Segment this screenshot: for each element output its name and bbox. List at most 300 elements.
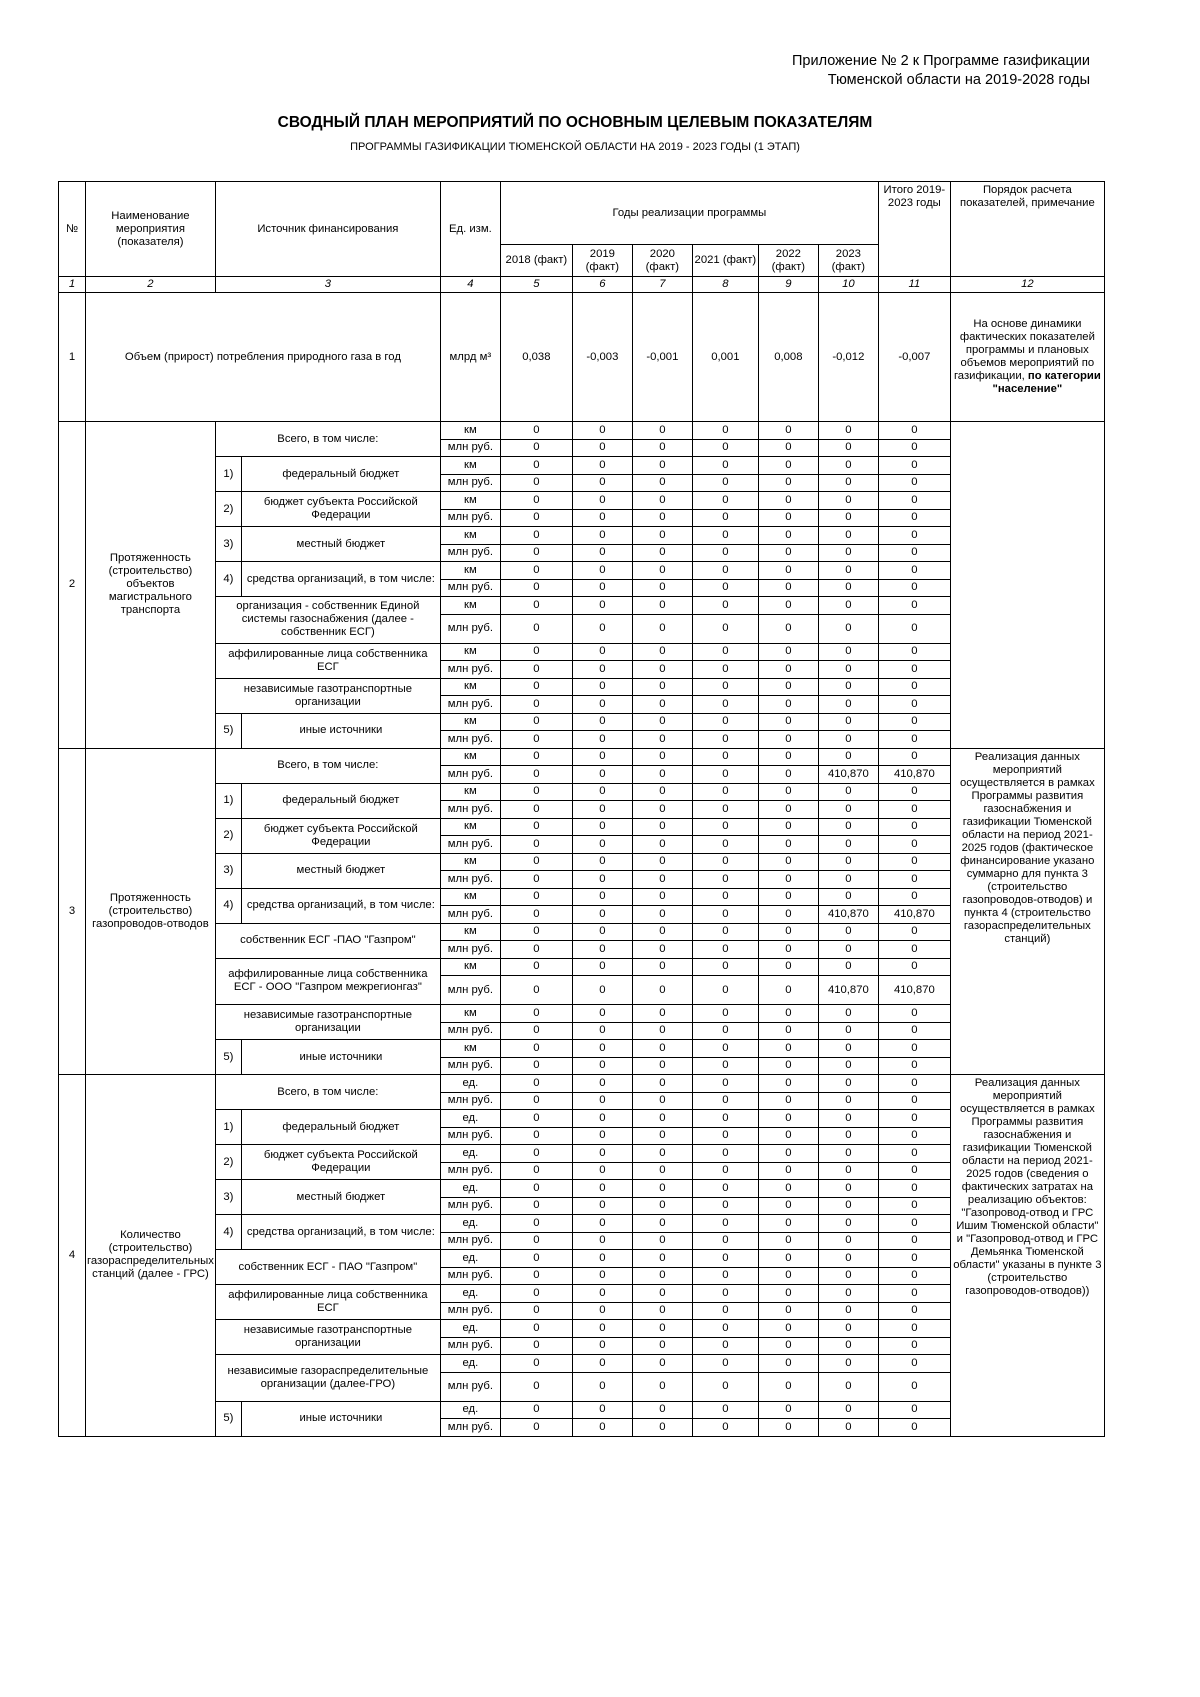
value-cell: 0 xyxy=(572,1057,632,1075)
value-cell: 0 xyxy=(758,457,818,475)
total-cell: 0 xyxy=(878,818,950,836)
total-cell: 0 xyxy=(878,527,950,545)
value-cell: 0 xyxy=(632,661,692,679)
funding-source: независимые газотранспортные организации xyxy=(215,1320,440,1355)
unit-cell: км xyxy=(440,457,500,475)
value-cell: 0 xyxy=(500,1197,572,1215)
value-cell: 0 xyxy=(632,1005,692,1023)
total-cell: 0 xyxy=(878,1215,950,1233)
value-cell: 0 xyxy=(758,1180,818,1198)
value-cell: 0 xyxy=(818,958,878,976)
value-cell: 0 xyxy=(500,614,572,643)
total-cell: 0 xyxy=(878,713,950,731)
unit-cell: млн руб. xyxy=(440,1372,500,1401)
total-cell: 0 xyxy=(878,1401,950,1419)
value-cell: 0 xyxy=(818,1232,878,1250)
value-cell: 0 xyxy=(500,1232,572,1250)
value-cell: 0 xyxy=(758,1232,818,1250)
value-cell: 0 xyxy=(632,1162,692,1180)
value-cell: 0 xyxy=(758,439,818,457)
total-cell: 0 xyxy=(878,1267,950,1285)
value-cell: 0 xyxy=(632,1302,692,1320)
value-cell: 0 xyxy=(572,474,632,492)
value-cell: 0 xyxy=(692,766,758,784)
section-1-unit: млрд м³ xyxy=(440,293,500,422)
section-2-data-row xyxy=(59,713,1105,731)
value-cell: 0 xyxy=(692,474,758,492)
value-cell: 0 xyxy=(500,766,572,784)
total-cell: 0 xyxy=(878,923,950,941)
value-cell: 0 xyxy=(500,871,572,889)
value-cell: 0 xyxy=(572,579,632,597)
value-cell: 0 xyxy=(692,1145,758,1163)
total-cell: 0 xyxy=(878,1372,950,1401)
total-cell: 0 xyxy=(878,836,950,854)
value-cell: 0 xyxy=(758,766,818,784)
unit-cell: км xyxy=(440,562,500,580)
unit-cell: млн руб. xyxy=(440,1022,500,1040)
value-cell: 0 xyxy=(632,696,692,714)
value-cell: 0 xyxy=(818,801,878,819)
value-cell: 0 xyxy=(572,1302,632,1320)
value-cell: 0 xyxy=(632,713,692,731)
total-cell: 0 xyxy=(878,1232,950,1250)
unit-cell: км xyxy=(440,643,500,661)
value-cell: 0 xyxy=(500,923,572,941)
section-2-data-row xyxy=(59,643,1105,661)
unit-cell: ед. xyxy=(440,1215,500,1233)
unit-cell: млн руб. xyxy=(440,474,500,492)
value-cell: 0 xyxy=(632,1232,692,1250)
value-cell: 0 xyxy=(572,1127,632,1145)
section-4-data-row xyxy=(59,1215,1105,1233)
value-cell: 0 xyxy=(692,696,758,714)
source-index: 4) xyxy=(215,562,241,597)
value-cell: 0 xyxy=(692,836,758,854)
unit-cell: ед. xyxy=(440,1355,500,1373)
total-cell: 0 xyxy=(878,439,950,457)
unit-cell: км xyxy=(440,527,500,545)
unit-cell: км xyxy=(440,1005,500,1023)
unit-cell: ед. xyxy=(440,1145,500,1163)
funding-source: Всего, в том числе: xyxy=(215,748,440,783)
value-cell: 0 xyxy=(692,579,758,597)
unit-cell: млн руб. xyxy=(440,439,500,457)
unit-cell: ед. xyxy=(440,1180,500,1198)
value-cell: 0 xyxy=(758,1355,818,1373)
colnum: 5 xyxy=(500,277,572,293)
value-cell: 0 xyxy=(818,509,878,527)
section-2-data-row xyxy=(59,422,1105,440)
section-2-data-row xyxy=(59,562,1105,580)
value-cell: 0 xyxy=(758,783,818,801)
value-cell: 0 xyxy=(758,562,818,580)
value-cell: 0 xyxy=(758,1197,818,1215)
value-cell: 0 xyxy=(818,1197,878,1215)
value-cell: 0 xyxy=(692,1250,758,1268)
section-1-row xyxy=(59,293,1105,422)
section-4-data-row xyxy=(59,1110,1105,1128)
value-cell: 0 xyxy=(572,1092,632,1110)
total-cell: 0 xyxy=(878,562,950,580)
unit-cell: ед. xyxy=(440,1250,500,1268)
value-cell: 0 xyxy=(500,492,572,510)
header-unit: Ед. изм. xyxy=(440,182,500,277)
unit-cell: млн руб. xyxy=(440,1057,500,1075)
value-cell: 0 xyxy=(500,1057,572,1075)
value-cell: 0 xyxy=(500,1285,572,1303)
value-cell: 0 xyxy=(818,1372,878,1401)
value-cell: 0 xyxy=(632,801,692,819)
value-cell: 0 xyxy=(632,766,692,784)
value-cell: 0 xyxy=(758,661,818,679)
total-cell: 410,870 xyxy=(878,976,950,1005)
colnum: 6 xyxy=(572,277,632,293)
value-cell: 0 xyxy=(632,1250,692,1268)
value-cell: 0 xyxy=(632,579,692,597)
funding-source: иные источники xyxy=(241,713,440,748)
header-note: Порядок расчета показателей, примечание xyxy=(950,182,1104,277)
value-cell: 0 xyxy=(572,783,632,801)
value-cell: 0 xyxy=(572,614,632,643)
value-cell: 0 xyxy=(500,1005,572,1023)
value-cell: 0 xyxy=(692,958,758,976)
value-cell: 0 xyxy=(758,1320,818,1338)
section-1-value: -0,012 xyxy=(818,293,878,422)
section-2-num: 2 xyxy=(59,422,86,749)
value-cell: 0 xyxy=(692,1320,758,1338)
total-cell: 0 xyxy=(878,1022,950,1040)
value-cell: 0 xyxy=(500,818,572,836)
funding-source: средства организаций, в том числе: xyxy=(241,562,440,597)
value-cell: 410,870 xyxy=(818,766,878,784)
section-3-data-row xyxy=(59,783,1105,801)
funding-source: местный бюджет xyxy=(241,853,440,888)
value-cell: 0 xyxy=(758,888,818,906)
unit-cell: км xyxy=(440,597,500,615)
value-cell: 0 xyxy=(818,678,878,696)
value-cell: 0 xyxy=(758,958,818,976)
value-cell: 0 xyxy=(818,579,878,597)
value-cell: 0 xyxy=(572,492,632,510)
total-cell: 0 xyxy=(878,678,950,696)
value-cell: 0 xyxy=(818,1401,878,1419)
value-cell: 0 xyxy=(632,1419,692,1437)
value-cell: 0 xyxy=(500,976,572,1005)
value-cell: 0 xyxy=(818,731,878,749)
unit-cell: ед. xyxy=(440,1285,500,1303)
section-3-num: 3 xyxy=(59,748,86,1075)
page-title: СВОДНЫЙ ПЛАН МЕРОПРИЯТИЙ ПО ОСНОВНЫМ ЦЕЛЕВЫМ ПОКАЗАТЕЛЯМ xyxy=(277,114,873,131)
total-cell: 0 xyxy=(878,492,950,510)
source-index: 2) xyxy=(215,818,241,853)
value-cell: 0 xyxy=(500,678,572,696)
value-cell: 0 xyxy=(572,562,632,580)
value-cell: 0 xyxy=(500,906,572,924)
unit-cell: млн руб. xyxy=(440,1337,500,1355)
value-cell: 0 xyxy=(692,853,758,871)
section-3-data-row xyxy=(59,1005,1105,1023)
section-3-data-row xyxy=(59,958,1105,976)
appendix-note xyxy=(792,52,1090,90)
value-cell: 0 xyxy=(500,1401,572,1419)
colnum: 4 xyxy=(440,277,500,293)
value-cell: 0 xyxy=(500,509,572,527)
total-cell: 0 xyxy=(878,1040,950,1058)
unit-cell: км xyxy=(440,853,500,871)
value-cell: 0 xyxy=(818,871,878,889)
unit-cell: км xyxy=(440,678,500,696)
value-cell: 0 xyxy=(692,1302,758,1320)
value-cell: 0 xyxy=(692,1337,758,1355)
value-cell: 0 xyxy=(632,888,692,906)
value-cell: 0 xyxy=(692,509,758,527)
value-cell: 0 xyxy=(500,1040,572,1058)
value-cell: 0 xyxy=(758,923,818,941)
funding-source: иные источники xyxy=(241,1040,440,1075)
value-cell: 0 xyxy=(818,1057,878,1075)
value-cell: 0 xyxy=(500,1110,572,1128)
value-cell: 0 xyxy=(632,783,692,801)
value-cell: 0 xyxy=(632,509,692,527)
value-cell: 0 xyxy=(572,976,632,1005)
value-cell: 0 xyxy=(500,941,572,959)
section-1-num: 1 xyxy=(59,293,86,422)
value-cell: 0 xyxy=(818,1419,878,1437)
value-cell: 0 xyxy=(818,836,878,854)
value-cell: 0 xyxy=(632,1145,692,1163)
unit-cell: км xyxy=(440,783,500,801)
funding-source: иные источники xyxy=(241,1401,440,1436)
value-cell: 0 xyxy=(818,544,878,562)
value-cell: 0 xyxy=(692,457,758,475)
column-numbers-row xyxy=(59,277,1105,293)
section-1-value: 0,001 xyxy=(692,293,758,422)
unit-cell: млн руб. xyxy=(440,1419,500,1437)
total-cell: 0 xyxy=(878,614,950,643)
value-cell: 0 xyxy=(818,1110,878,1128)
total-cell: 0 xyxy=(878,1005,950,1023)
section-4-data-row xyxy=(59,1401,1105,1419)
source-index: 1) xyxy=(215,783,241,818)
value-cell: 0 xyxy=(692,562,758,580)
value-cell: 0 xyxy=(572,1022,632,1040)
value-cell: 0 xyxy=(692,888,758,906)
value-cell: 0 xyxy=(758,509,818,527)
total-cell: 0 xyxy=(878,696,950,714)
value-cell: 0 xyxy=(500,1162,572,1180)
total-cell: 0 xyxy=(878,597,950,615)
value-cell: 0 xyxy=(758,544,818,562)
value-cell: 0 xyxy=(818,818,878,836)
value-cell: 0 xyxy=(818,643,878,661)
value-cell: 0 xyxy=(632,1372,692,1401)
value-cell: 0 xyxy=(572,1162,632,1180)
value-cell: 0 xyxy=(500,1302,572,1320)
value-cell: 0 xyxy=(632,958,692,976)
value-cell: 0 xyxy=(818,614,878,643)
funding-source: средства организаций, в том числе: xyxy=(241,1215,440,1250)
value-cell: 0 xyxy=(692,1092,758,1110)
section-4-note: Реализация данных мероприятий осуществляется в рамках Программы развития газоснабжения и газификации Тюменской области на период 2021-2025 годов (сведения о фактических затратах на реализацию объектов: "Газопровод-отвод и ГРС Ишим Тюменской области" и "Газопровод-отвод и ГРС Демьянка Тюменской области" указаны в пункте 3 (строительство газопроводов-отводов)) xyxy=(950,1075,1104,1437)
value-cell: 0 xyxy=(632,614,692,643)
value-cell: 0 xyxy=(758,614,818,643)
value-cell: 0 xyxy=(758,731,818,749)
value-cell: 0 xyxy=(818,888,878,906)
colnum: 8 xyxy=(692,277,758,293)
funding-source: собственник ЕСГ - ПАО "Газпром" xyxy=(215,1250,440,1285)
unit-cell: млн руб. xyxy=(440,836,500,854)
value-cell: 0 xyxy=(500,696,572,714)
value-cell: 0 xyxy=(572,527,632,545)
funding-source: собственник ЕСГ -ПАО "Газпром" xyxy=(215,923,440,958)
unit-cell: млн руб. xyxy=(440,614,500,643)
total-cell: 0 xyxy=(878,1250,950,1268)
value-cell: 0 xyxy=(818,713,878,731)
value-cell: 0 xyxy=(632,597,692,615)
value-cell: 0 xyxy=(758,1401,818,1419)
unit-cell: млн руб. xyxy=(440,906,500,924)
value-cell: 0 xyxy=(572,871,632,889)
value-cell: 0 xyxy=(572,853,632,871)
header-year-2018: 2018 (факт) xyxy=(500,245,572,277)
unit-cell: км xyxy=(440,422,500,440)
value-cell: 0 xyxy=(500,1355,572,1373)
section-1-note-bold: по категории "население" xyxy=(992,370,1101,395)
funding-source: средства организаций, в том числе: xyxy=(241,888,440,923)
value-cell: 0 xyxy=(632,1267,692,1285)
value-cell: 0 xyxy=(500,1267,572,1285)
value-cell: 0 xyxy=(632,871,692,889)
value-cell: 0 xyxy=(500,836,572,854)
unit-cell: млн руб. xyxy=(440,696,500,714)
section-4-data-row xyxy=(59,1320,1105,1338)
value-cell: 0 xyxy=(818,1337,878,1355)
section-2-data-row xyxy=(59,597,1105,615)
source-index: 1) xyxy=(215,457,241,492)
value-cell: 0 xyxy=(818,1040,878,1058)
value-cell: 0 xyxy=(818,527,878,545)
section-4-data-row xyxy=(59,1285,1105,1303)
value-cell: 0 xyxy=(692,1075,758,1093)
value-cell: 0 xyxy=(572,439,632,457)
value-cell: 0 xyxy=(500,661,572,679)
value-cell: 0 xyxy=(572,597,632,615)
value-cell: 0 xyxy=(818,1145,878,1163)
unit-cell: ед. xyxy=(440,1401,500,1419)
funding-source: бюджет субъекта Российской Федерации xyxy=(241,492,440,527)
value-cell: 0 xyxy=(500,1320,572,1338)
value-cell: 0 xyxy=(758,579,818,597)
value-cell: 0 xyxy=(632,422,692,440)
header-year-2023: 2023 (факт) xyxy=(818,245,878,277)
total-cell: 0 xyxy=(878,1197,950,1215)
section-3-note: Реализация данных мероприятий осуществляется в рамках Программы развития газоснабжения и газификации Тюменской области на период 2021-2025 годов (фактическое финансирование указано суммарно для пункта 3 (строительство газопроводов-отводов) и пункта 4 (строительство газораспределительных станций) xyxy=(950,748,1104,1075)
colnum: 12 xyxy=(950,277,1104,293)
value-cell: 0 xyxy=(758,422,818,440)
header-num: № xyxy=(59,182,86,277)
total-cell: 0 xyxy=(878,783,950,801)
value-cell: 0 xyxy=(818,1022,878,1040)
value-cell: 0 xyxy=(818,661,878,679)
value-cell: 0 xyxy=(692,783,758,801)
total-cell: 0 xyxy=(878,544,950,562)
value-cell: 0 xyxy=(572,1355,632,1373)
value-cell: 0 xyxy=(632,818,692,836)
value-cell: 0 xyxy=(500,783,572,801)
section-4-name: Количество (строительство) газораспределительных станций (далее - ГРС) xyxy=(86,1075,216,1437)
value-cell: 0 xyxy=(572,923,632,941)
unit-cell: км xyxy=(440,1040,500,1058)
value-cell: 0 xyxy=(758,597,818,615)
funding-source: местный бюджет xyxy=(241,1180,440,1215)
value-cell: 0 xyxy=(572,544,632,562)
value-cell: 0 xyxy=(818,923,878,941)
total-cell: 0 xyxy=(878,853,950,871)
funding-source: аффилированные лица собственника ЕСГ xyxy=(215,1285,440,1320)
value-cell: 0 xyxy=(758,748,818,766)
header-years-group: Годы реализации программы xyxy=(500,182,878,245)
unit-cell: млн руб. xyxy=(440,1302,500,1320)
section-1-note-text: На основе динамики фактических показателей программы и плановых объемов мероприятий по газификации, xyxy=(953,318,1095,382)
total-cell: 0 xyxy=(878,941,950,959)
value-cell: 0 xyxy=(818,748,878,766)
value-cell: 0 xyxy=(758,1337,818,1355)
page-subtitle: ПРОГРАММЫ ГАЗИФИКАЦИИ ТЮМЕНСКОЙ ОБЛАСТИ НА 2019 - 2023 ГОДЫ (1 ЭТАП) xyxy=(350,141,800,153)
value-cell: 0 xyxy=(818,1075,878,1093)
unit-cell: млн руб. xyxy=(440,1162,500,1180)
unit-cell: км xyxy=(440,923,500,941)
section-3-data-row xyxy=(59,888,1105,906)
value-cell: 0 xyxy=(572,1110,632,1128)
value-cell: 0 xyxy=(500,1250,572,1268)
total-cell: 0 xyxy=(878,474,950,492)
value-cell: 0 xyxy=(632,643,692,661)
section-2-data-row xyxy=(59,527,1105,545)
value-cell: 0 xyxy=(500,1022,572,1040)
value-cell: 0 xyxy=(632,678,692,696)
value-cell: 0 xyxy=(632,1057,692,1075)
unit-cell: км xyxy=(440,818,500,836)
value-cell: 0 xyxy=(572,1267,632,1285)
unit-cell: км xyxy=(440,888,500,906)
header-year-2022: 2022 (факт) xyxy=(758,245,818,277)
value-cell: 0 xyxy=(572,678,632,696)
value-cell: 0 xyxy=(692,1197,758,1215)
value-cell: 0 xyxy=(500,1180,572,1198)
value-cell: 0 xyxy=(632,1092,692,1110)
value-cell: 0 xyxy=(632,1285,692,1303)
value-cell: 0 xyxy=(500,527,572,545)
colnum: 7 xyxy=(632,277,692,293)
total-cell: 0 xyxy=(878,1145,950,1163)
value-cell: 0 xyxy=(692,976,758,1005)
total-cell: 0 xyxy=(878,422,950,440)
total-cell: 0 xyxy=(878,1092,950,1110)
value-cell: 0 xyxy=(758,1092,818,1110)
unit-cell: км xyxy=(440,748,500,766)
section-2-data-row xyxy=(59,457,1105,475)
unit-cell: ед. xyxy=(440,1110,500,1128)
unit-cell: млн руб. xyxy=(440,1197,500,1215)
value-cell: 410,870 xyxy=(818,906,878,924)
value-cell: 0 xyxy=(692,439,758,457)
value-cell: 0 xyxy=(692,661,758,679)
value-cell: 0 xyxy=(632,1320,692,1338)
value-cell: 0 xyxy=(818,457,878,475)
value-cell: 0 xyxy=(632,1180,692,1198)
value-cell: 0 xyxy=(758,696,818,714)
